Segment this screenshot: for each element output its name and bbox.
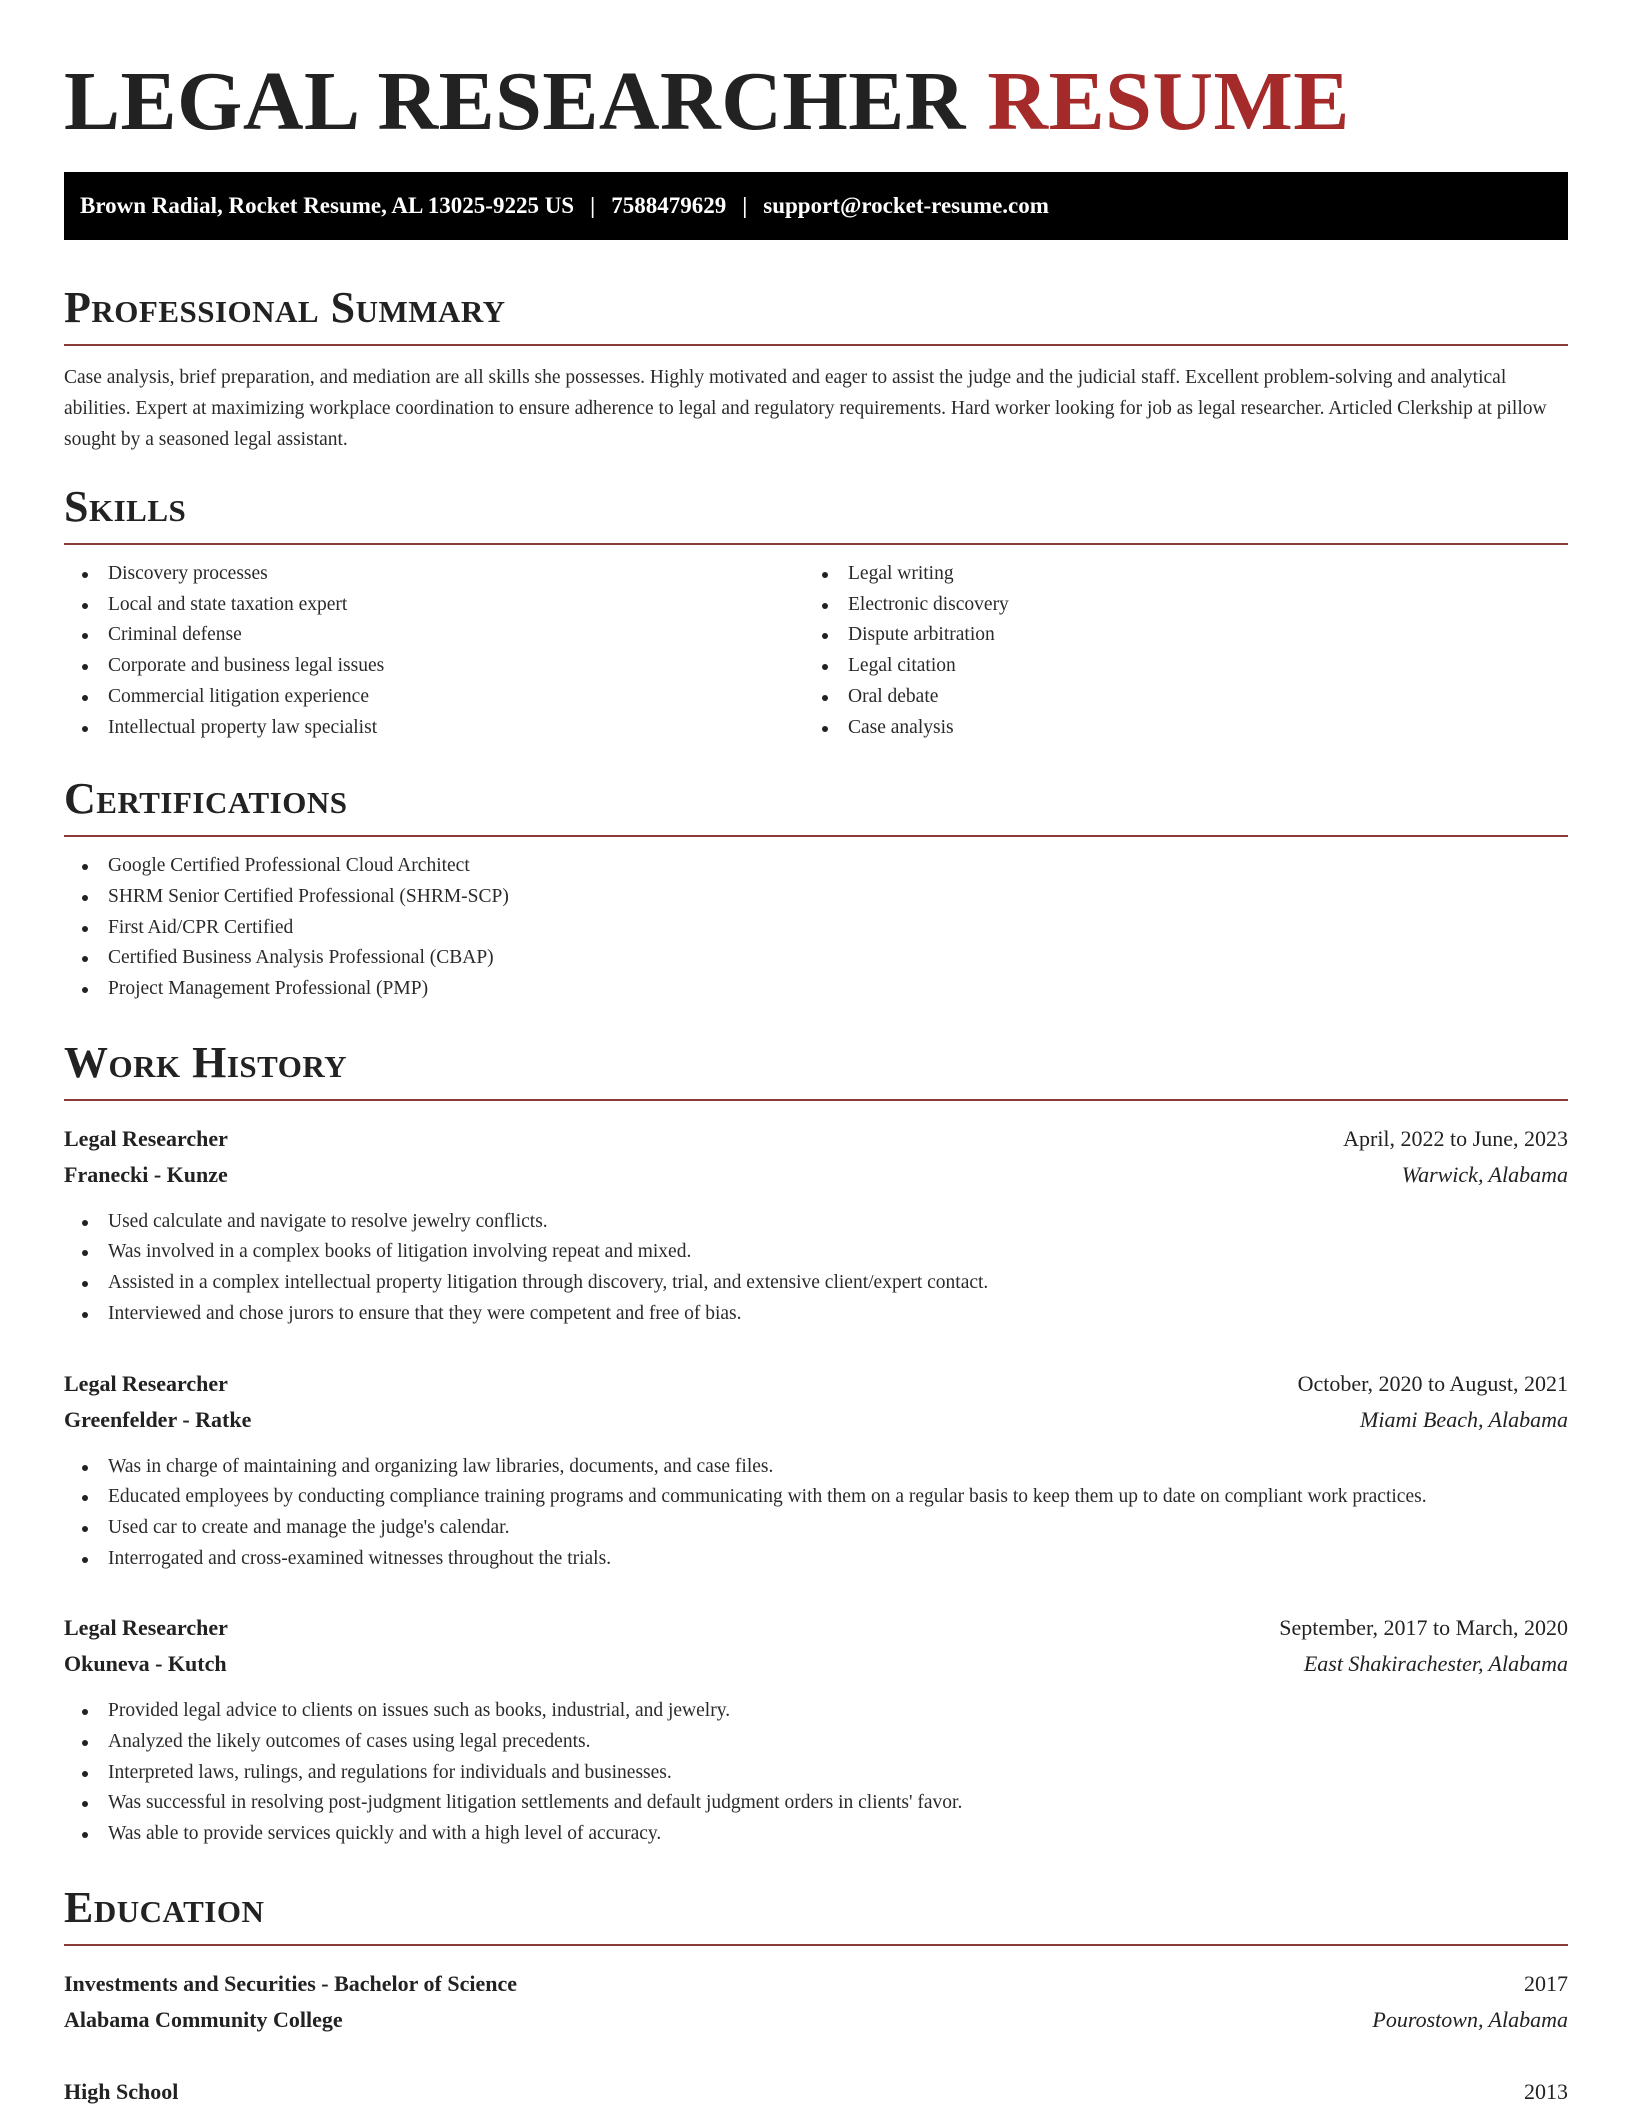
- job-entry: [64, 1610, 1568, 1850]
- professional-summary-section: [64, 282, 1568, 455]
- job-location: Miami Beach, Alabama: [1360, 1406, 1568, 1432]
- education-school-row: [64, 2002, 1568, 2038]
- skill-item: Local and state taxation expert: [64, 590, 804, 621]
- job-bullet: Interrogated and cross-examined witnesses throughout the trials.: [64, 1544, 1568, 1575]
- contact-separator: |: [742, 193, 748, 218]
- job-header-row: [64, 1121, 1568, 1157]
- skills-list-left: [64, 559, 804, 743]
- job-bullet: Used car to create and manage the judge's calendar.: [64, 1513, 1568, 1544]
- section-heading: Professional Summary: [64, 282, 1568, 346]
- job-company: Greenfelder - Ratke: [64, 1406, 252, 1432]
- job-bullet: Was successful in resolving post-judgment litigation settlements and default judgment orders in clients' favor.: [64, 1788, 1568, 1819]
- job-location: Warwick, Alabama: [1401, 1161, 1568, 1187]
- skill-item: Oral debate: [804, 682, 1544, 713]
- skill-item: Discovery processes: [64, 559, 804, 590]
- education-degree-row: [64, 2074, 1568, 2110]
- job-bullet: Provided legal advice to clients on issues such as books, industrial, and jewelry.: [64, 1696, 1568, 1727]
- education-section: [64, 1882, 1568, 2110]
- contact-phone: 7588479629: [611, 193, 727, 218]
- title-main: LEGAL RESEARCHER: [64, 55, 966, 148]
- job-bullets: [64, 1696, 1568, 1850]
- job-dates: September, 2017 to March, 2020: [1279, 1615, 1568, 1641]
- education-year: 2017: [1524, 1970, 1568, 1996]
- job-bullet: Was involved in a complex books of litigation involving repeat and mixed.: [64, 1237, 1568, 1268]
- skill-item: Legal citation: [804, 651, 1544, 682]
- skill-item: Intellectual property law specialist: [64, 713, 804, 744]
- skill-item: Electronic discovery: [804, 590, 1544, 621]
- job-company-row: [64, 1646, 1568, 1682]
- job-title: Legal Researcher: [64, 1370, 228, 1396]
- certification-item: Project Management Professional (PMP): [64, 974, 1568, 1005]
- job-header-row: [64, 1610, 1568, 1646]
- skills-columns: [64, 559, 1568, 743]
- summary-text: Case analysis, brief preparation, and mediation are all skills she possesses. Highly motivated and eager to assist the judge and the judicial staff. Excellent problem-solving and analytical abilities. Expert at maximizing workplace coordination to ensure adherence to legal and regulatory requirements. Hard worker looking for job as legal researcher. Articled Clerkship at pillow sought by a seasoned legal assistant.: [64, 367, 1547, 450]
- job-bullet: Used calculate and navigate to resolve jewelry conflicts.: [64, 1207, 1568, 1238]
- job-bullets: [64, 1452, 1568, 1575]
- job-company: Okuneva - Kutch: [64, 1651, 227, 1677]
- resume-title: [64, 56, 1568, 148]
- job-entry: [64, 1366, 1568, 1575]
- skill-item: Dispute arbitration: [804, 620, 1544, 651]
- skill-item: Case analysis: [804, 713, 1544, 744]
- contact-email[interactable]: support@rocket-resume.com: [763, 193, 1049, 218]
- job-bullet: Educated employees by conducting compliance training programs and communicating with them on a regular basis to keep them up to date on compliant work practices.: [64, 1482, 1568, 1513]
- education-degree: Investments and Securities - Bachelor of Science: [64, 1970, 517, 1996]
- work-history-section: [64, 1037, 1568, 1850]
- education-entry: [64, 1966, 1568, 2038]
- job-dates: October, 2020 to August, 2021: [1297, 1370, 1568, 1396]
- job-bullet: Was in charge of maintaining and organizing law libraries, documents, and case files.: [64, 1452, 1568, 1483]
- job-company-row: [64, 1402, 1568, 1438]
- skill-item: Legal writing: [804, 559, 1544, 590]
- job-entry: [64, 1121, 1568, 1330]
- section-heading: Skills: [64, 481, 1568, 545]
- contact-address: Brown Radial, Rocket Resume, AL 13025-9225 US: [80, 193, 575, 218]
- job-title: Legal Researcher: [64, 1615, 228, 1641]
- section-heading: Certifications: [64, 773, 1568, 837]
- job-company-row: [64, 1157, 1568, 1193]
- skill-item: Commercial litigation experience: [64, 682, 804, 713]
- job-bullets: [64, 1207, 1568, 1330]
- contact-bar: [64, 172, 1568, 240]
- education-school: Alabama Community College: [64, 2006, 343, 2032]
- job-bullet: Was able to provide services quickly and with a high level of accuracy.: [64, 1819, 1568, 1850]
- certification-item: SHRM Senior Certified Professional (SHRM-SCP): [64, 882, 1568, 913]
- skill-item: Corporate and business legal issues: [64, 651, 804, 682]
- job-bullet: Analyzed the likely outcomes of cases using legal precedents.: [64, 1727, 1568, 1758]
- certification-item: First Aid/CPR Certified: [64, 913, 1568, 944]
- skills-list-right: [804, 559, 1544, 743]
- job-title: Legal Researcher: [64, 1125, 228, 1151]
- education-entry: [64, 2074, 1568, 2110]
- skill-item: Criminal defense: [64, 620, 804, 651]
- education-year: 2013: [1524, 2078, 1568, 2104]
- job-header-row: [64, 1366, 1568, 1402]
- section-heading: Work History: [64, 1037, 1568, 1101]
- certifications-section: [64, 773, 1568, 1005]
- education-degree: High School: [64, 2078, 179, 2104]
- education-location: Pourostown, Alabama: [1372, 2006, 1568, 2032]
- job-bullet: Interviewed and chose jurors to ensure that they were competent and free of bias.: [64, 1299, 1568, 1330]
- job-bullet: Interpreted laws, rulings, and regulations for individuals and businesses.: [64, 1758, 1568, 1789]
- certification-item: Certified Business Analysis Professional (CBAP): [64, 943, 1568, 974]
- job-dates: April, 2022 to June, 2023: [1343, 1125, 1568, 1151]
- contact-separator: |: [590, 193, 596, 218]
- certification-item: Google Certified Professional Cloud Architect: [64, 851, 1568, 882]
- job-bullet: Assisted in a complex intellectual property litigation through discovery, trial, and extensive client/expert contact.: [64, 1268, 1568, 1299]
- job-company: Franecki - Kunze: [64, 1161, 228, 1187]
- section-heading: Education: [64, 1882, 1568, 1946]
- job-location: East Shakirachester, Alabama: [1303, 1651, 1568, 1677]
- education-degree-row: [64, 1966, 1568, 2002]
- certifications-list: [64, 851, 1568, 1005]
- title-accent: RESUME: [987, 55, 1350, 148]
- skills-section: [64, 481, 1568, 743]
- resume-page: [64, 0, 1568, 2110]
